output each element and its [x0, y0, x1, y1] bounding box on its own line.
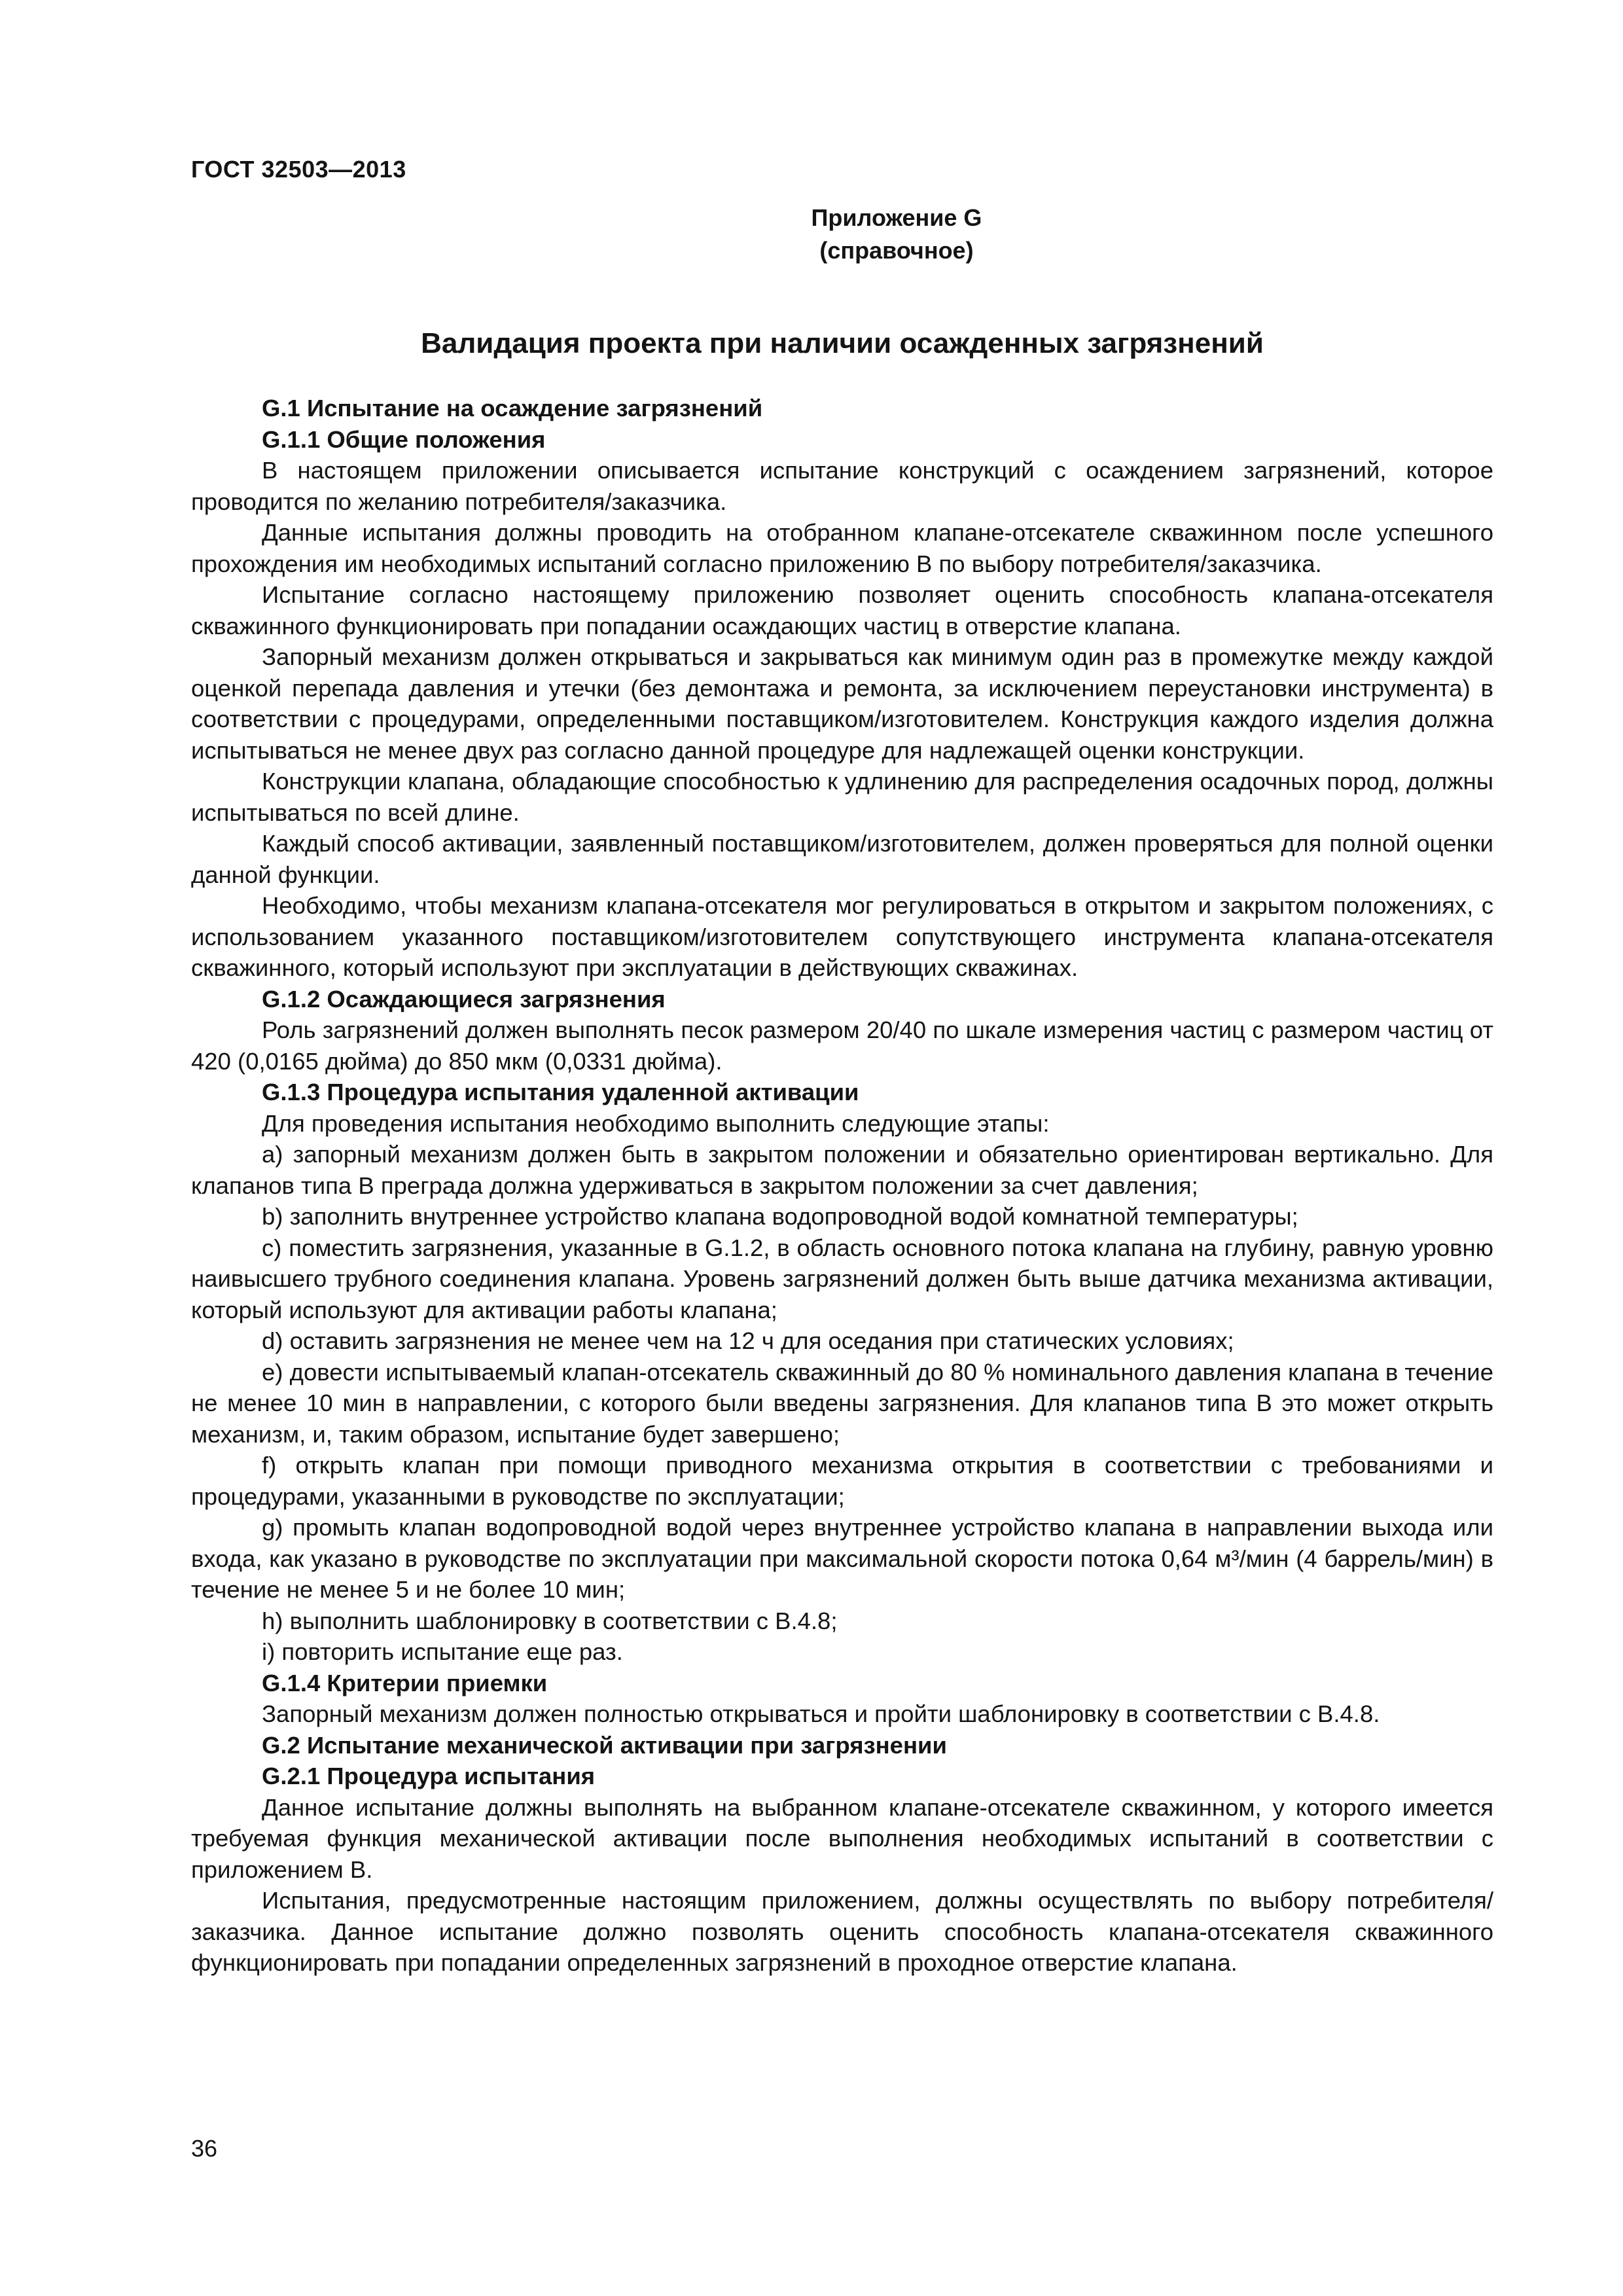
paragraph: Каждый способ активации, заявленный поставщиком/изготовителем, должен проверяться для полной оценки данной функции.	[191, 830, 1493, 888]
paragraph: a) запорный механизм должен быть в закрытом положении и обязательно ориентирован вертикально. Для клапанов типа В преграда должна удерживаться в закрытом положении за счет давления;	[191, 1141, 1493, 1199]
paragraph: g) промыть клапан водопроводной водой через внутреннее устройство клапана в направлении выхода или входа, как указано в руководстве по эксплуатации при максимальной скорости потока 0,64 м³/мин (4 баррель/мин) в течение не менее 5 и не более 10 мин;	[191, 1514, 1493, 1603]
appendix-label: Приложение G	[811, 204, 982, 231]
paragraph: Данное испытание должны выполнять на выбранном клапане-отсекателе скважинном, у которого имеется требуемая функция механической активации после выполнения необходимых испытаний в соответствии с приложением В.	[191, 1793, 1493, 1883]
appendix-type: (справочное)	[819, 237, 974, 264]
page-title: Валидация проекта при наличии осажденных загрязнений	[421, 327, 1264, 359]
paragraph: Испытания, предусмотренные настоящим приложением, должны осуществлять по выбору потребителя/заказчика. Данное испытание должно позволять оценить способность клапана-отсекателя скважинного функционировать при попадании определенных загрязнений в проходное отверстие клапана.	[191, 1887, 1493, 1976]
paragraph: В настоящем приложении описывается испытание конструкций с осаждением загрязнений, которое проводится по желанию потребителя/заказчика.	[191, 457, 1493, 515]
appendix-heading	[720, 202, 1073, 267]
section-heading: G.1 Испытание на осаждение загрязнений	[262, 395, 763, 422]
paragraph: h) выполнить шаблонировку в соответствии с В.4.8;	[262, 1607, 838, 1634]
section-heading: G.2 Испытание механической активации при загрязнении	[262, 1731, 947, 1759]
document-body	[191, 393, 1493, 1979]
paragraph: Конструкции клапана, обладающие способностью к удлинению для распределения осадочных пород, должны испытываться по всей длине.	[191, 768, 1493, 826]
paragraph: Запорный механизм должен открываться и закрываться как минимум один раз в промежутке между каждой оценкой перепада давления и утечки (без демонтажа и ремонта, за исключением переустановки инструмента) в соответствии с процедурами, определенными поставщиком/изготовителем. Конструкция каждого изделия должна испытываться не менее двух раз согласно данной процедуре для надлежащей оценки конструкции.	[191, 643, 1493, 764]
page-number: 36	[191, 2135, 218, 2162]
paragraph: Данные испытания должны проводить на отобранном клапане-отсекателе скважинном после успешного прохождения им необходимых испытаний согласно приложению В по выбору потребителя/заказчика.	[191, 519, 1493, 577]
section-heading: G.1.4 Критерии приемки	[262, 1669, 548, 1696]
document-id: ГОСТ 32503—2013	[191, 156, 406, 183]
section-heading: G.1.3 Процедура испытания удаленной активации	[262, 1079, 859, 1105]
paragraph: b) заполнить внутреннее устройство клапана водопроводной водой комнатной температуры;	[262, 1203, 1298, 1230]
paragraph: d) оставить загрязнения не менее чем на 12 ч для оседания при статических условиях;	[262, 1327, 1234, 1354]
section-heading: G.1.2 Осаждающиеся загрязнения	[262, 985, 666, 1013]
paragraph: Запорный механизм должен полностью открываться и пройти шаблонировку в соответствии с В.4.8.	[262, 1700, 1380, 1727]
paragraph: Необходимо, чтобы механизм клапана-отсекателя мог регулироваться в открытом и закрытом положениях, с использованием указанного поставщиком/изготовителем сопутствующего инструмента клапана-отсекателя скважинного, который используют при эксплуатации в действующих скважинах.	[191, 892, 1493, 981]
paragraph: f) открыть клапан при помощи приводного механизма открытия в соответствии с требованиями и процедурами, указанными в руководстве по эксплуатации;	[191, 1452, 1493, 1510]
paragraph: Роль загрязнений должен выполнять песок размером 20/40 по шкале измерения частиц с размером частиц от 420 (0,0165 дюйма) до 850 мкм (0,0331 дюйма).	[191, 1016, 1493, 1075]
paragraph: Испытание согласно настоящему приложению позволяет оценить способность клапана-отсекателя скважинного функционировать при попадании осаждающих частиц в отверстие клапана.	[191, 581, 1493, 639]
paragraph: e) довести испытываемый клапан-отсекатель скважинный до 80 % номинального давления клапана в течение не менее 10 мин в направлении, с которого были введены загрязнения. Для клапанов типа В это может открыть механизм, и, таким образом, испытание будет завершено;	[191, 1358, 1493, 1448]
paragraph: Для проведения испытания необходимо выполнить следующие этапы:	[262, 1109, 1050, 1137]
paragraph: i) повторить испытание еще раз.	[262, 1638, 623, 1665]
section-heading: G.1.1 Общие положения	[262, 425, 546, 453]
section-heading: G.2.1 Процедура испытания	[262, 1763, 596, 1789]
paragraph: c) поместить загрязнения, указанные в G.1.2, в область основного потока клапана на глубину, равную уровню наивысшего трубного соединения клапана. Уровень загрязнений должен быть выше датчика механизма активации, который используют для активации работы клапана;	[191, 1234, 1493, 1323]
